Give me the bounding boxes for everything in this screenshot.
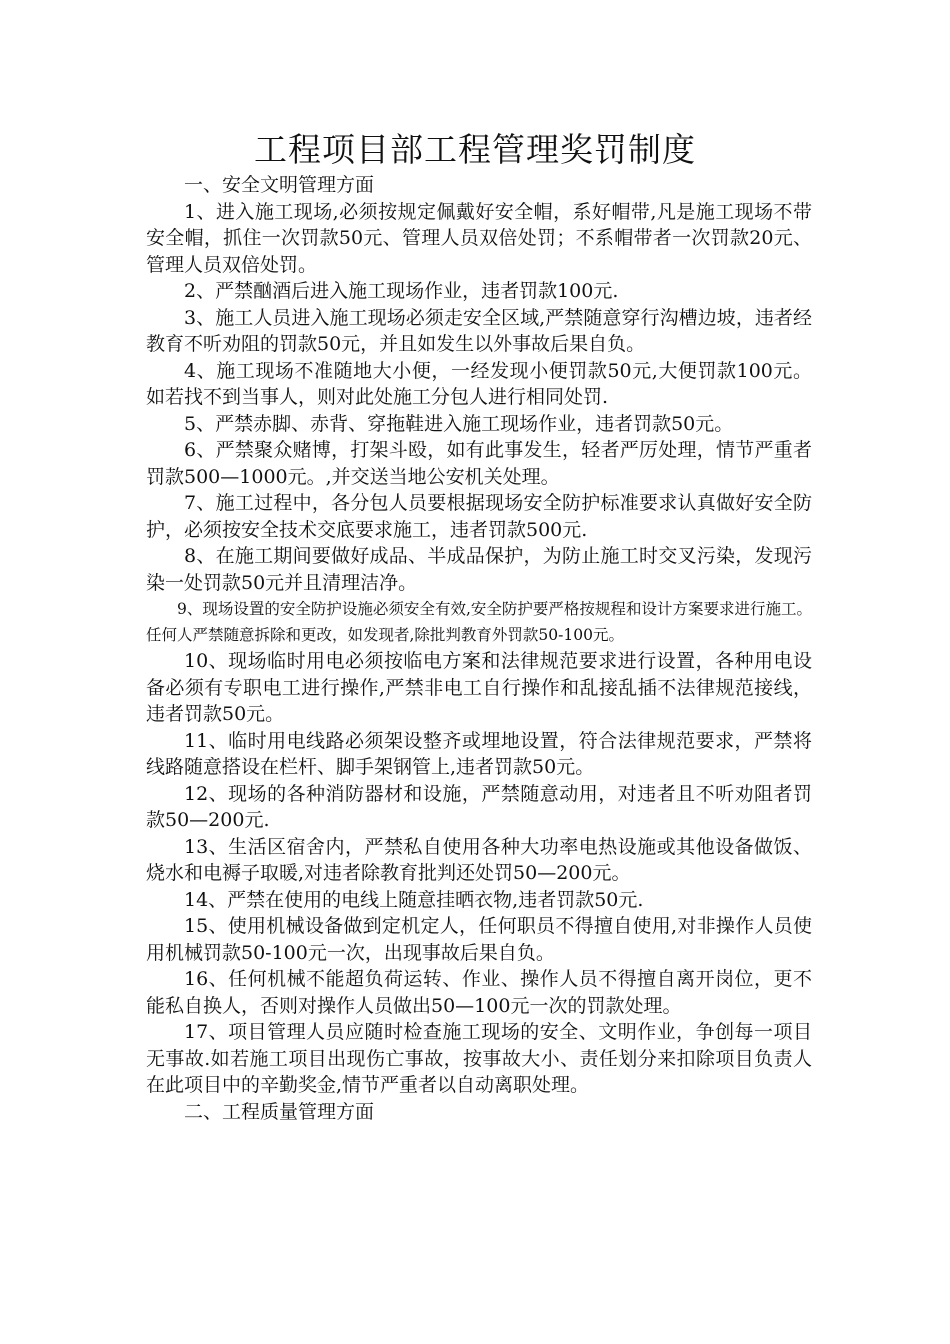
- page-title: 工程项目部工程管理奖罚制度: [254, 130, 696, 169]
- rule-item: 9、现场设置的安全防护设施必须安全有效,安全防护要严格按规程和设计方案要求进行施工。任何人严禁随意拆除和更改，如发现者,除批判教育外罚款50-100元。: [146, 600, 812, 644]
- rule-item: 15、使用机械设备做到定机定人，任何职员不得擅自使用,对非操作人员使用机械罚款50-100元一次，出现事故后果自负。: [146, 915, 812, 964]
- rule-item: 1、进入施工现场,必须按规定佩戴好安全帽，系好帽带,凡是施工现场不带安全帽，抓住一次罚款50元、管理人员双倍处罚；不系帽带者一次罚款20元、管理人员双倍处罚。: [146, 200, 812, 276]
- rule-item: 8、在施工期间要做好成品、半成品保护，为防止施工时交叉污染，发现污染一处罚款50元并且清理洁净。: [146, 545, 812, 594]
- rule-item: 17、项目管理人员应随时检查施工现场的安全、文明作业，争创每一项目无事故.如若施工项目出现伤亡事故，按事故大小、责任划分来扣除项目负责人在此项目中的辛勤奖金,情节严重者以自动离职处理。: [146, 1021, 812, 1096]
- rule-item: 16、任何机械不能超负荷运转、作业、操作人员不得擅自离开岗位，更不能私自换人，否则对操作人员做出50—100元一次的罚款处理。: [146, 968, 812, 1017]
- rule-item: 4、施工现场不准随地大小便，一经发现小便罚款50元,大便罚款100元。如若找不到当事人，则对此处施工分包人进行相同处罚.: [146, 359, 812, 408]
- rule-item: 3、施工人员进入施工现场必须走安全区域,严禁随意穿行沟槽边坡，违者经教育不听劝阻的罚款50元，并且如发生以外事故后果自负。: [146, 306, 812, 355]
- rule-item: 6、严禁聚众赌博，打架斗殴，如有此事发生，轻者严厉处理，情节严重者罚款500—1000元。,并交送当地公安机关处理。: [146, 439, 812, 488]
- rule-item: 2、严禁酗酒后进入施工现场作业，违者罚款100元.: [184, 280, 619, 302]
- rule-item: 7、施工过程中，各分包人员要根据现场安全防护标准要求认真做好安全防护，必须按安全技术交底要求施工，违者罚款500元.: [146, 492, 812, 541]
- rule-item: 10、现场临时用电必须按临电方案和法律规范要求进行设置，各种用电设备必须有专职电工进行操作,严禁非电工自行操作和乱接乱插不法律规范接线，违者罚款50元。: [146, 650, 812, 725]
- rule-item: 12、现场的各种消防器材和设施，严禁随意动用，对违者且不听劝阻者罚款50—200元.: [146, 782, 812, 831]
- section-heading: 二、工程质量管理方面: [184, 1100, 375, 1123]
- section-heading: 一、安全文明管理方面: [184, 174, 375, 196]
- rule-item: 5、严禁赤脚、赤背、穿拖鞋进入施工现场作业，违者罚款50元。: [184, 412, 734, 435]
- rule-item: 13、生活区宿舍内，严禁私自使用各种大功率电热设施或其他设备做饭、烧水和电褥子取暖,对违者除教育批判还处罚50—200元。: [146, 835, 812, 884]
- rule-item: 11、临时用电线路必须架设整齐或埋地设置，符合法律规范要求，严禁将线路随意搭设在栏杆、脚手架钢管上,违者罚款50元。: [146, 729, 812, 778]
- rule-item: 14、严禁在使用的电线上随意挂晒衣物,违者罚款50元.: [184, 888, 644, 911]
- document-body: [146, 172, 812, 1125]
